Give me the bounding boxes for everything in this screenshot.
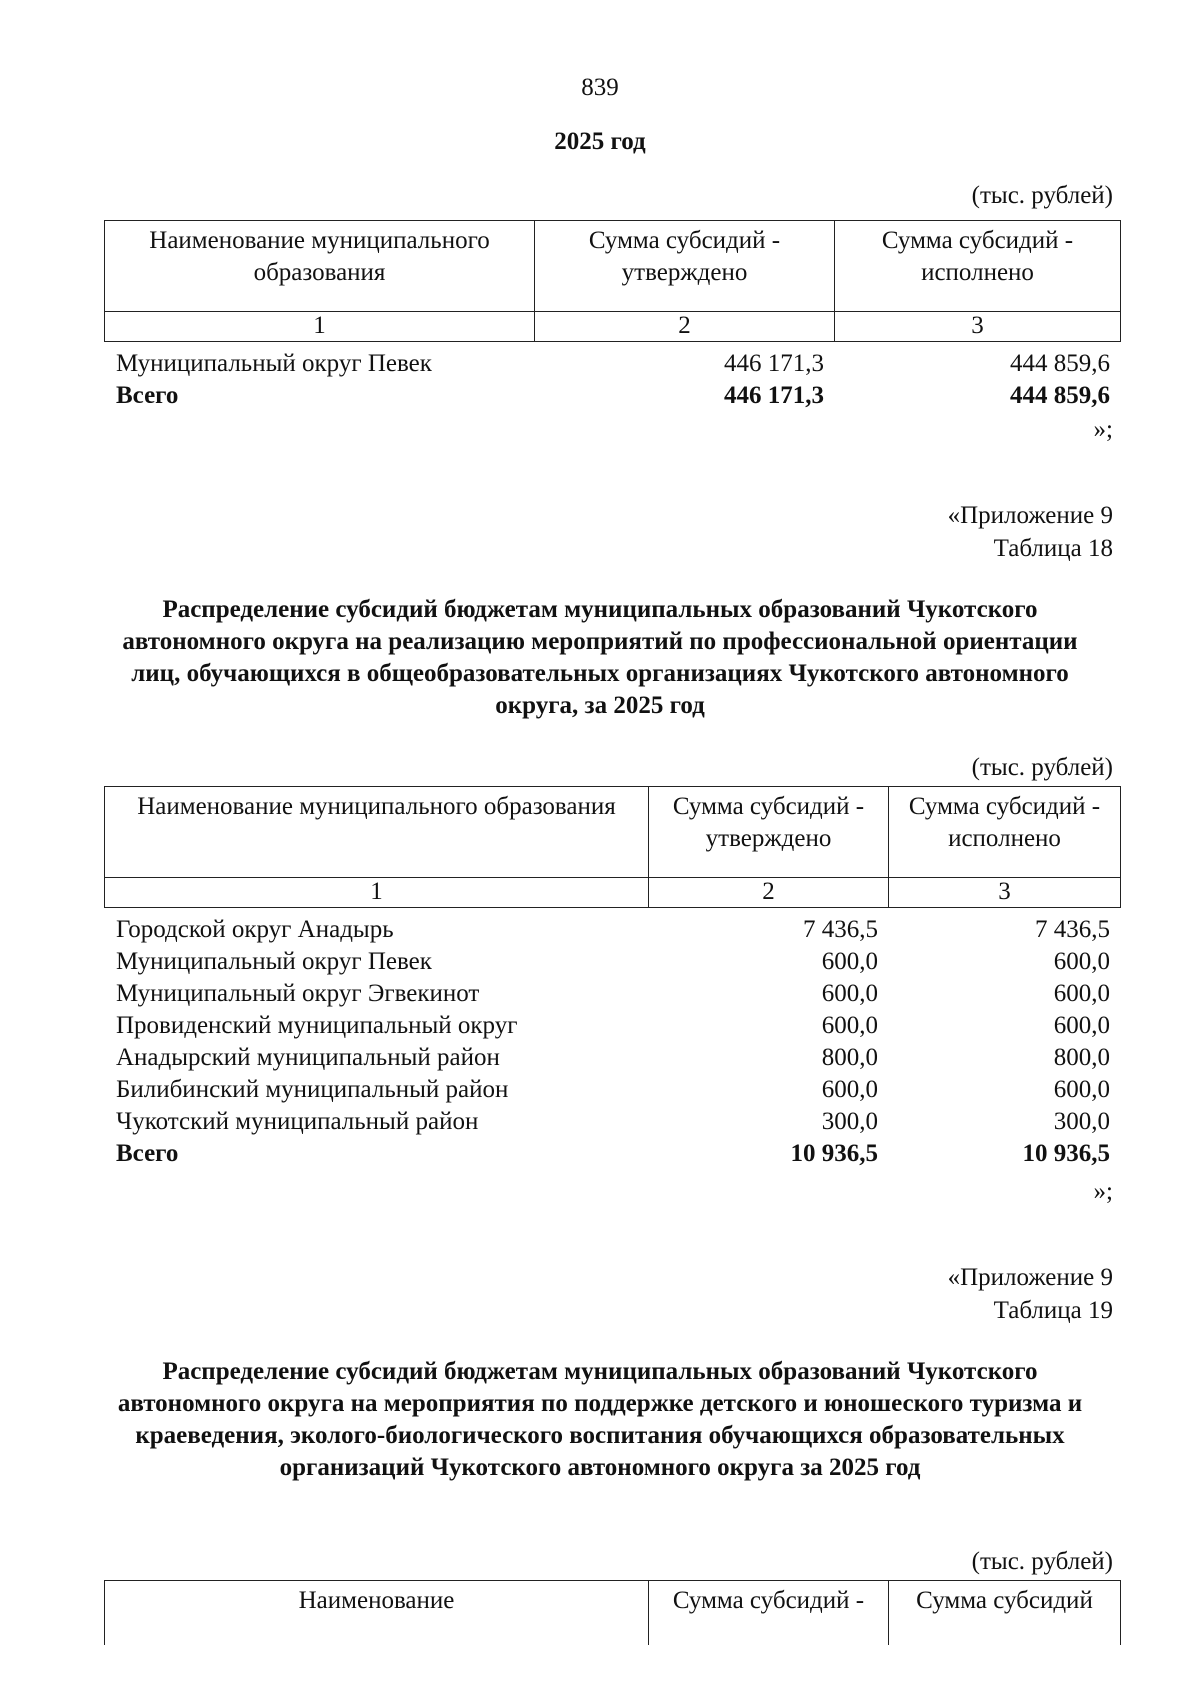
- row-approved: 300,0: [821, 1108, 878, 1135]
- section-title: Распределение субсидий бюджетам муниципальных образований Чукотского автономного округа на реализацию мероприятий по профессиональной ориентации лиц, обучающихся в общеобразовательных организациях Чукотского автономного округа, за 2025 год: [122, 596, 1078, 719]
- column-number: 3: [889, 878, 1121, 908]
- row-executed: 600,0: [1053, 1076, 1110, 1103]
- row-approved: 7 436,5: [803, 916, 878, 943]
- closing-quote: »;: [1093, 1178, 1113, 1205]
- column-header-executed: Сумма субсидий - исполнено: [835, 221, 1121, 312]
- row-approved: 446 171,3: [724, 350, 824, 377]
- row-approved: 800,0: [821, 1044, 878, 1071]
- total-approved: 10 936,5: [790, 1140, 878, 1167]
- column-header-name: Наименование муниципального образования: [105, 221, 535, 312]
- row-name: Муниципальный округ Певек: [116, 948, 432, 975]
- total-executed: 444 859,6: [1010, 382, 1110, 409]
- column-number: 1: [105, 878, 649, 908]
- row-name: Билибинский муниципальный район: [116, 1076, 509, 1103]
- table-row: [104, 1106, 1120, 1138]
- total-row: [104, 380, 1120, 412]
- table-number-label: Таблица 19: [993, 1297, 1113, 1324]
- row-name: Чукотский муниципальный район: [116, 1108, 479, 1135]
- column-number: 3: [835, 312, 1121, 342]
- data-table: [104, 348, 1120, 412]
- row-executed: 600,0: [1053, 948, 1110, 975]
- row-name: Городской округ Анадырь: [116, 916, 394, 943]
- row-name: Муниципальный округ Эгвекинот: [116, 980, 480, 1007]
- row-executed: 7 436,5: [1035, 916, 1110, 943]
- row-name: Анадырский муниципальный район: [116, 1044, 500, 1071]
- column-header-executed: Сумма субсидий - исполнено: [889, 787, 1121, 878]
- table-row: [104, 978, 1120, 1010]
- column-header-name: Наименование: [105, 1581, 649, 1646]
- table-number-label: Таблица 18: [993, 535, 1113, 562]
- units-label: (тыс. рублей): [971, 1548, 1113, 1575]
- units-label: (тыс. рублей): [971, 182, 1113, 209]
- column-number: 2: [535, 312, 835, 342]
- row-executed: 600,0: [1053, 980, 1110, 1007]
- appendix-label: «Приложение 9: [947, 502, 1113, 529]
- row-approved: 600,0: [821, 980, 878, 1007]
- section-title: Распределение субсидий бюджетам муниципальных образований Чукотского автономного округа на мероприятия по поддержке детского и юношеского туризма и краеведения, эколого-биологического воспитания обучающихся образовательных организаций Чукотского автономного округа за 2025 год: [117, 1358, 1083, 1481]
- column-header-approved: Сумма субсидий -: [649, 1581, 889, 1646]
- row-name: Муниципальный округ Певек: [116, 350, 432, 377]
- row-executed: 800,0: [1053, 1044, 1110, 1071]
- column-number: 1: [105, 312, 535, 342]
- table-header: [104, 220, 1121, 342]
- table-row: [104, 1074, 1120, 1106]
- table-header: [104, 1580, 1121, 1645]
- row-executed: 600,0: [1053, 1012, 1110, 1039]
- total-executed: 10 936,5: [1022, 1140, 1110, 1167]
- data-table: [104, 914, 1120, 1170]
- total-row: [104, 1138, 1120, 1170]
- row-executed: 300,0: [1053, 1108, 1110, 1135]
- year-heading: 2025 год: [554, 128, 646, 155]
- table-row: [104, 348, 1120, 380]
- row-approved: 600,0: [821, 1012, 878, 1039]
- column-header-approved: Сумма субсидий - утверждено: [535, 221, 835, 312]
- page-number: 839: [581, 74, 619, 101]
- table-row: [104, 946, 1120, 978]
- row-approved: 600,0: [821, 948, 878, 975]
- appendix-label: «Приложение 9: [947, 1264, 1113, 1291]
- total-label: Всего: [116, 382, 179, 409]
- table-row: [104, 1042, 1120, 1074]
- closing-quote: »;: [1093, 416, 1113, 443]
- row-name: Провиденский муниципальный округ: [116, 1012, 518, 1039]
- units-label: (тыс. рублей): [971, 754, 1113, 781]
- column-number: 2: [649, 878, 889, 908]
- column-header-executed: Сумма субсидий: [889, 1581, 1121, 1646]
- row-executed: 444 859,6: [1010, 350, 1110, 377]
- column-header-approved: Сумма субсидий - утверждено: [649, 787, 889, 878]
- table-row: [104, 1010, 1120, 1042]
- row-approved: 600,0: [821, 1076, 878, 1103]
- total-approved: 446 171,3: [724, 382, 824, 409]
- total-label: Всего: [116, 1140, 179, 1167]
- column-header-name: Наименование муниципального образования: [105, 787, 649, 878]
- table-row: [104, 914, 1120, 946]
- table-header: [104, 786, 1121, 908]
